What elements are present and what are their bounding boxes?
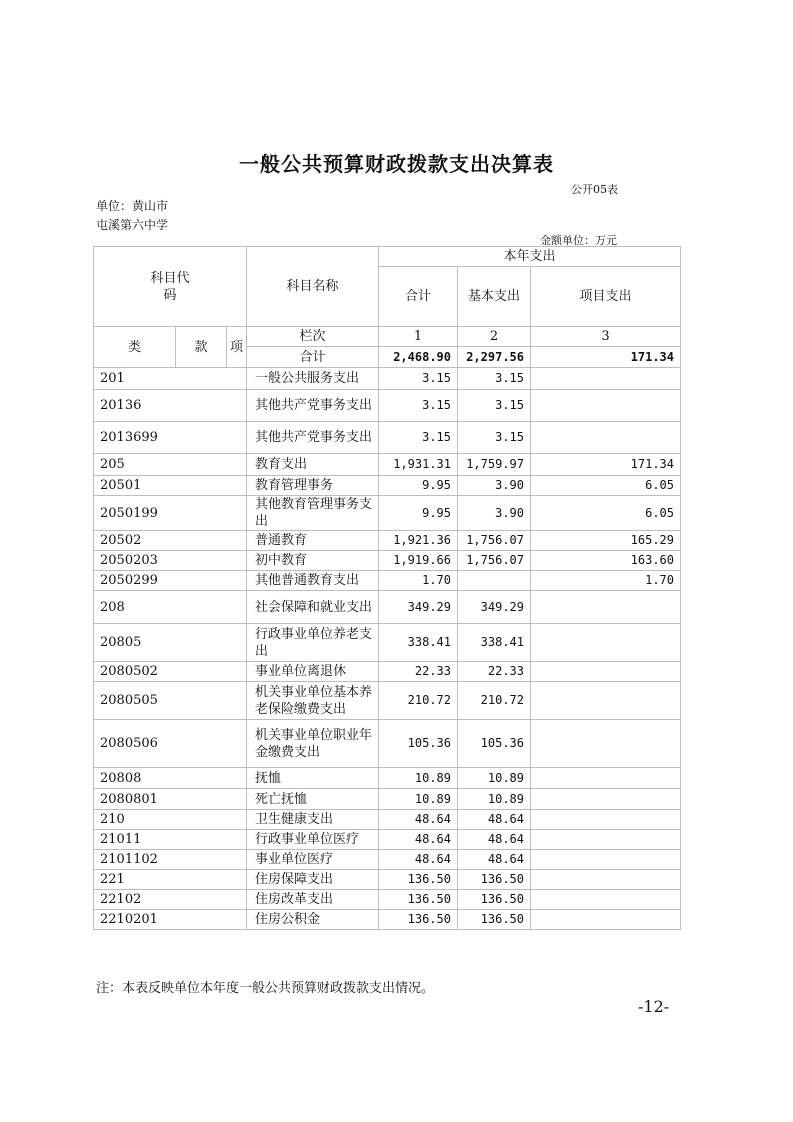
project-cell [531,662,681,682]
xiang-header: 项 [227,327,247,368]
basic-header: 基本支出 [458,267,531,327]
table-row [94,551,681,571]
subject-code-cell: 2101102 [94,850,247,870]
project-header: 项目支出 [531,267,681,327]
project-cell [531,768,681,789]
table-row [94,476,681,496]
table-row [94,810,681,830]
project-cell [531,368,681,390]
basic-cell: 1,756.07 [458,531,531,551]
project-cell [531,810,681,830]
basic-cell: 1,756.07 [458,551,531,571]
total-cell: 9.95 [379,496,458,531]
subject-name-cell: 死亡抚恤 [247,789,379,810]
subject-name-cell: 初中教育 [247,551,379,571]
basic-cell: 136.50 [458,870,531,890]
subject-code-cell: 2050199 [94,496,247,531]
subject-code-cell: 20501 [94,476,247,496]
subject-name-cell: 行政事业单位养老支出 [247,624,379,662]
subject-code-cell: 205 [94,454,247,476]
subject-name-cell: 机关事业单位基本养老保险缴费支出 [247,682,379,720]
project-cell [531,720,681,768]
total-cell: 1,921.36 [379,531,458,551]
subject-name-cell: 抚恤 [247,768,379,789]
subject-name-cell: 机关事业单位职业年金缴费支出 [247,720,379,768]
subject-code-cell: 2080801 [94,789,247,810]
total-cell: 3.15 [379,390,458,422]
total-cell: 1,931.31 [379,454,458,476]
table-row [94,422,681,454]
unit-label: 单位：黄山市屯溪第六中学 [96,199,169,232]
page-title: 一般公共预算财政拨款支出决算表 [239,152,554,176]
subject-code-header: 科目代码 [94,247,247,327]
basic-cell: 48.64 [458,810,531,830]
subject-name-header: 科目名称 [247,247,379,327]
expense-table [93,246,681,930]
subject-code-cell: 20502 [94,531,247,551]
sum-project: 171.34 [531,347,681,368]
project-cell [531,850,681,870]
sum-basic: 2,297.56 [458,347,531,368]
total-header: 合计 [379,267,458,327]
subject-code-cell: 20136 [94,390,247,422]
total-cell: 48.64 [379,810,458,830]
total-cell: 136.50 [379,910,458,930]
total-cell: 3.15 [379,368,458,390]
subject-code-cell: 2080506 [94,720,247,768]
subject-code-cell: 2210201 [94,910,247,930]
total-cell: 1,919.66 [379,551,458,571]
basic-cell: 48.64 [458,830,531,850]
basic-cell: 1,759.97 [458,454,531,476]
table-row [94,390,681,422]
table-row [94,571,681,591]
form-number: 公开05表 [571,183,618,196]
table-row [94,454,681,476]
money-unit-label: 金额单位：万元 [540,234,617,247]
total-cell: 349.29 [379,591,458,624]
total-cell: 48.64 [379,850,458,870]
project-cell [531,890,681,910]
subject-name-cell: 普通教育 [247,531,379,551]
subject-name-cell: 教育管理事务 [247,476,379,496]
subject-code-cell: 201 [94,368,247,390]
column-index-1: 1 [379,327,458,347]
table-row [94,624,681,662]
project-cell: 6.05 [531,476,681,496]
table-row [94,850,681,870]
total-cell: 105.36 [379,720,458,768]
table-row [94,830,681,850]
project-cell [531,682,681,720]
column-index-label: 栏次 [247,327,379,347]
column-index-2: 2 [458,327,531,347]
subject-code-cell: 20805 [94,624,247,662]
subject-name-cell: 住房改革支出 [247,890,379,910]
total-cell: 3.15 [379,422,458,454]
basic-cell: 10.89 [458,789,531,810]
subject-name-cell: 卫生健康支出 [247,810,379,830]
basic-cell: 3.15 [458,422,531,454]
total-cell: 136.50 [379,870,458,890]
basic-cell: 3.15 [458,368,531,390]
subject-code-cell: 2050203 [94,551,247,571]
project-cell: 171.34 [531,454,681,476]
basic-cell: 136.50 [458,890,531,910]
total-cell: 1.70 [379,571,458,591]
subject-name-cell: 事业单位离退休 [247,662,379,682]
table-row [94,591,681,624]
table-row [94,496,681,531]
lei-header: 类 [94,327,176,368]
subject-code-cell: 2013699 [94,422,247,454]
year-expense-header: 本年支出 [379,247,681,267]
project-cell: 1.70 [531,571,681,591]
project-cell [531,830,681,850]
subject-name-cell: 一般公共服务支出 [247,368,379,390]
table-row [94,910,681,930]
basic-cell: 3.90 [458,476,531,496]
subject-name-cell: 住房公积金 [247,910,379,930]
total-cell: 10.89 [379,768,458,789]
total-cell: 48.64 [379,830,458,850]
basic-cell: 3.15 [458,390,531,422]
basic-cell [458,571,531,591]
project-cell [531,390,681,422]
subject-code-cell: 208 [94,591,247,624]
table-row [94,368,681,390]
subject-code-cell: 2080502 [94,662,247,682]
total-cell: 136.50 [379,890,458,910]
subject-name-cell: 事业单位医疗 [247,850,379,870]
sum-total: 2,468.90 [379,347,458,368]
subject-code-cell: 221 [94,870,247,890]
basic-cell: 105.36 [458,720,531,768]
basic-cell: 136.50 [458,910,531,930]
subject-code-cell: 2050299 [94,571,247,591]
basic-cell: 338.41 [458,624,531,662]
kuan-header: 款 [176,327,227,368]
subject-name-cell: 其他共产党事务支出 [247,422,379,454]
subject-code-cell: 20808 [94,768,247,789]
subject-name-cell: 其他教育管理事务支出 [247,496,379,531]
footnote: 注：本表反映单位本年度一般公共预算财政拨款支出情况。 [96,981,435,996]
basic-cell: 48.64 [458,850,531,870]
subject-code-cell: 2080505 [94,682,247,720]
subject-name-cell: 住房保障支出 [247,870,379,890]
subject-code-cell: 210 [94,810,247,830]
project-cell [531,789,681,810]
project-cell [531,910,681,930]
basic-cell: 22.33 [458,662,531,682]
project-cell [531,591,681,624]
project-cell [531,624,681,662]
basic-cell: 210.72 [458,682,531,720]
project-cell: 163.60 [531,551,681,571]
table-row [94,531,681,551]
project-cell [531,870,681,890]
subject-code-cell: 21011 [94,830,247,850]
page-number: -12- [638,997,670,1016]
subject-name-cell: 其他共产党事务支出 [247,390,379,422]
total-cell: 10.89 [379,789,458,810]
table-row [94,682,681,720]
total-cell: 22.33 [379,662,458,682]
sum-label: 合计 [247,347,379,368]
table-row [94,789,681,810]
column-index-3: 3 [531,327,681,347]
basic-cell: 10.89 [458,768,531,789]
basic-cell: 3.90 [458,496,531,531]
subject-code-cell: 22102 [94,890,247,910]
subject-name-cell: 教育支出 [247,454,379,476]
project-cell: 165.29 [531,531,681,551]
table-row [94,890,681,910]
project-cell [531,422,681,454]
table-row [94,870,681,890]
subject-name-cell: 其他普通教育支出 [247,571,379,591]
table-row [94,768,681,789]
basic-cell: 349.29 [458,591,531,624]
subject-name-cell: 行政事业单位医疗 [247,830,379,850]
total-cell: 210.72 [379,682,458,720]
project-cell: 6.05 [531,496,681,531]
subject-name-cell: 社会保障和就业支出 [247,591,379,624]
table-row [94,662,681,682]
total-cell: 9.95 [379,476,458,496]
table-row [94,720,681,768]
total-cell: 338.41 [379,624,458,662]
